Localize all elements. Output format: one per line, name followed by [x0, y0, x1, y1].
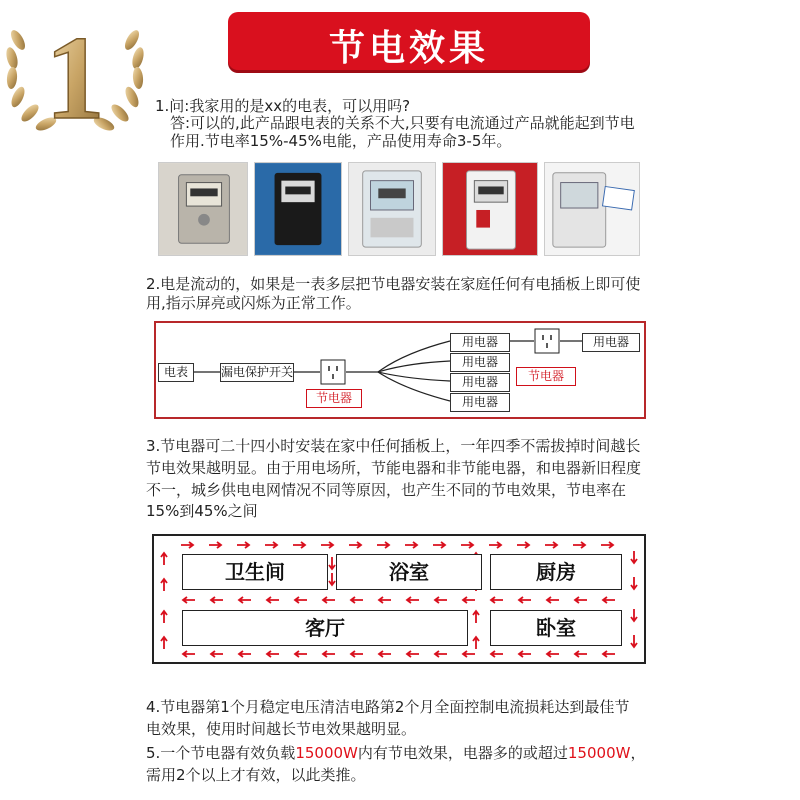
flow-arrow-icon	[293, 542, 305, 548]
badge-number: 1	[45, 11, 105, 144]
flow-arrow-icon	[491, 597, 503, 603]
section4-line1: 4.节电器第1个月稳定电压清洁电路第2个月全面控制电流损耗达到最佳节	[146, 698, 630, 716]
flow-arrow-icon	[267, 597, 279, 603]
flow-arrow-icon	[631, 551, 637, 563]
flow-arrow-icon	[377, 542, 389, 548]
meter-label: 电表	[163, 365, 188, 379]
section5-load2: 15000W	[567, 744, 631, 762]
section5-middle: 内有节电效果，电器多的或超过	[357, 744, 568, 762]
flow-arrow-icon	[435, 597, 447, 603]
room-shower	[336, 554, 482, 590]
room-bedroom	[490, 610, 622, 646]
flow-arrow-icon	[267, 651, 279, 657]
appliance-box-4	[450, 393, 510, 412]
flow-arrow-icon	[379, 651, 391, 657]
section5-line2: 需用2个以上才有效，以此类推。	[146, 766, 366, 784]
room-kitchen-label: 厨房	[536, 560, 576, 584]
flow-arrow-icon	[183, 597, 195, 603]
laurel-number-badge	[0, 0, 150, 150]
flow-arrow-icon	[323, 651, 335, 657]
flow-arrow-icon	[519, 651, 531, 657]
flow-arrow-icon	[463, 651, 475, 657]
flow-arrow-icon	[351, 597, 363, 603]
meter-photo-1	[158, 162, 248, 256]
section4-line2: 电效果，使用时间越长节电效果越明显。	[146, 720, 417, 738]
room-bedroom-label: 卧室	[536, 616, 576, 640]
appliance-box-3	[450, 373, 510, 392]
flow-arrow-icon	[573, 542, 585, 548]
room-bathroom-label: 卫生间	[225, 560, 285, 584]
flow-arrow-icon	[519, 597, 531, 603]
flow-arrow-icon	[547, 597, 559, 603]
breaker-switch-box	[220, 363, 294, 382]
flow-arrow-icon	[433, 542, 445, 548]
flow-arrow-icon	[473, 637, 479, 649]
flow-arrow-icon	[631, 635, 637, 647]
meter-photo-2	[254, 162, 342, 256]
flow-arrow-icon	[407, 651, 419, 657]
section3-line4: 15%到45%之间	[146, 502, 258, 520]
flow-arrow-icon	[603, 597, 615, 603]
section1-answer-line1: 答:可以的,此产品跟电表的关系不大,只要有电流通过产品就能起到节电	[170, 114, 635, 132]
flow-arrow-icon	[211, 651, 223, 657]
saver-label-1: 节电器	[315, 391, 352, 405]
flow-arrow-icon	[545, 542, 557, 548]
socket-icon	[320, 359, 346, 385]
room-kitchen	[490, 554, 622, 590]
appliance-box-2	[450, 353, 510, 372]
appliance-label-4: 用电器	[461, 395, 498, 409]
section5-line1	[146, 743, 645, 764]
flow-arrow-icon	[379, 597, 391, 603]
flow-arrow-icon	[603, 651, 615, 657]
flow-arrow-icon	[491, 651, 503, 657]
room-living-label: 客厅	[305, 616, 345, 640]
flow-arrow-icon	[631, 577, 637, 589]
appliance-label-1: 用电器	[461, 335, 498, 349]
saver-label-2: 节电器	[527, 369, 564, 383]
breaker-switch-label: 漏电保护开关	[221, 365, 294, 379]
section3-line3: 不一，城乡供电电网情况不同等原因，也产生不同的节电效果，节电率在	[146, 481, 627, 499]
flow-arrow-icon	[237, 542, 249, 548]
flow-arrow-icon	[161, 553, 167, 565]
saver-box-1	[306, 389, 362, 408]
appliance-label-2: 用电器	[461, 355, 498, 369]
wiring-diagram	[154, 321, 646, 419]
socket-icon	[534, 328, 560, 354]
section1-question: 1.问:我家用的是xx的电表，可以用吗?	[155, 97, 411, 115]
room-shower-label: 浴室	[389, 560, 429, 584]
flow-arrow-icon	[517, 542, 529, 548]
flow-arrow-icon	[161, 611, 167, 623]
page-title: 节电效果	[328, 28, 489, 69]
flow-arrow-icon	[265, 542, 277, 548]
flow-arrow-icon	[239, 597, 251, 603]
meter-box	[158, 363, 194, 382]
section5-suffix: ，	[630, 744, 646, 762]
flow-arrow-icon	[547, 651, 559, 657]
section3-line2: 节电效果越明显。由于用电场所，节能电器和非节能电器，和电器新旧程度	[146, 459, 642, 477]
flow-arrow-icon	[323, 597, 335, 603]
flow-arrow-icon	[161, 579, 167, 591]
flow-arrow-icon	[211, 597, 223, 603]
meter-photo-3	[348, 162, 436, 256]
section5-load1: 15000W	[295, 744, 358, 762]
flow-arrow-icon	[181, 542, 193, 548]
flow-arrow-icon	[295, 597, 307, 603]
appliance-box-1	[450, 333, 510, 352]
flow-arrow-icon	[489, 542, 501, 548]
flow-arrow-icon	[463, 597, 475, 603]
section3-line1: 3.节电器可二十四小时安装在家中任何插板上，一年四季不需拔掉时间越长	[146, 437, 641, 455]
appliance-label-5: 用电器	[592, 335, 629, 349]
room-bathroom	[182, 554, 328, 590]
section2-line2: 用,指示屏亮或闪烁为正常工作。	[146, 294, 361, 312]
flow-arrow-icon	[183, 651, 195, 657]
section1-answer-line2: 作用.节电率15%-45%电能，产品使用寿命3-5年。	[170, 132, 512, 150]
title-banner	[228, 12, 590, 70]
meter-photo-5	[544, 162, 640, 256]
section5-prefix: 5.一个节电器有效负载	[146, 744, 296, 762]
flow-arrow-icon	[349, 542, 361, 548]
flow-arrow-icon	[575, 597, 587, 603]
flow-arrow-icon	[435, 651, 447, 657]
saver-box-2	[516, 367, 576, 386]
flow-arrow-icon	[321, 542, 333, 548]
appliance-box-5	[582, 333, 640, 352]
room-diagram	[152, 534, 646, 664]
flow-arrow-icon	[329, 557, 335, 569]
meter-photo-4	[442, 162, 538, 256]
meter-photo-strip	[158, 162, 642, 256]
flow-arrow-icon	[161, 637, 167, 649]
appliance-label-3: 用电器	[461, 375, 498, 389]
flow-arrow-icon	[601, 542, 613, 548]
flow-arrow-icon	[209, 542, 221, 548]
flow-arrow-icon	[405, 542, 417, 548]
flow-arrow-icon	[351, 651, 363, 657]
flow-arrow-icon	[473, 611, 479, 623]
room-living	[182, 610, 468, 646]
flow-arrow-icon	[329, 573, 335, 585]
flow-arrow-icon	[631, 609, 637, 621]
flow-arrow-icon	[407, 597, 419, 603]
section2-line1: 2.电是流动的，如果是一表多层把节电器安装在家庭任何有电插板上即可使	[146, 275, 641, 293]
flow-arrow-icon	[461, 542, 473, 548]
flow-arrow-icon	[295, 651, 307, 657]
flow-arrow-icon	[239, 651, 251, 657]
flow-arrow-icon	[575, 651, 587, 657]
